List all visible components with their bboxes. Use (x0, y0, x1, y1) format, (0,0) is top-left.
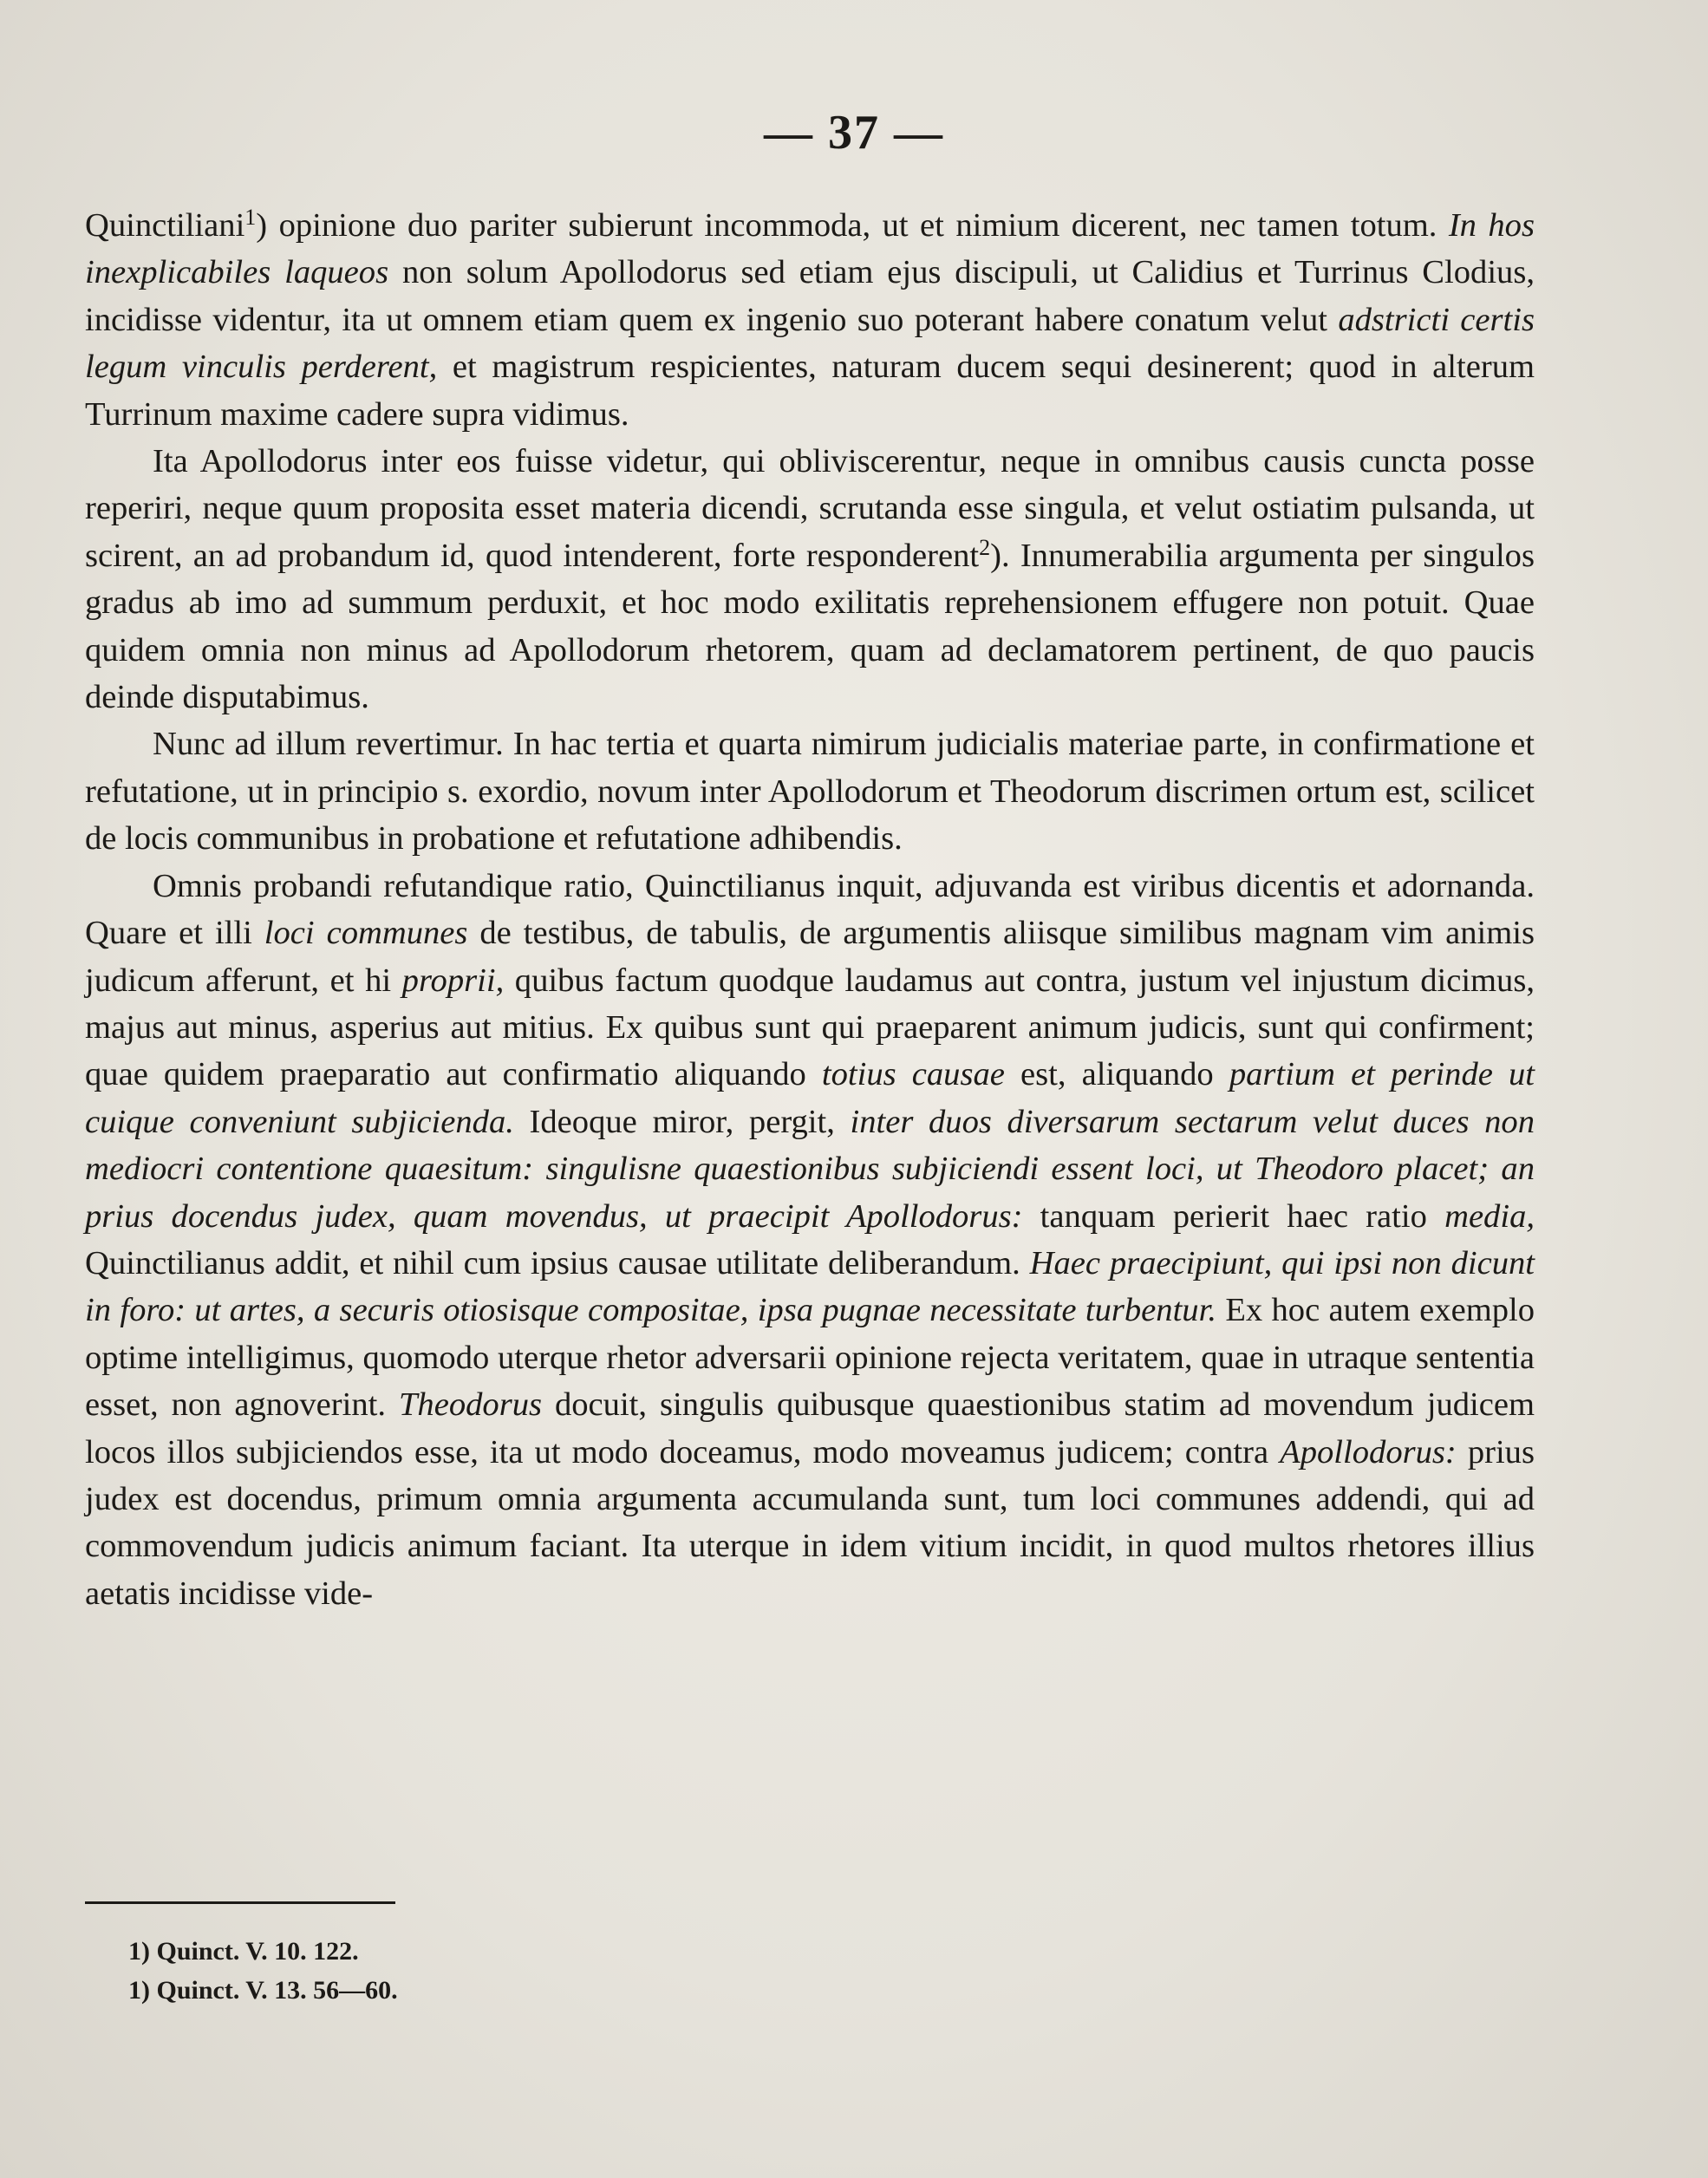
italic-phrase: totius causae (821, 1056, 1005, 1093)
italic-phrase: proprii, (401, 962, 505, 999)
text-run: Omnis probandi refutandique ratio, Quinctilianus inquit, adjuvanda est viribus dicentis et adornanda. Quare et illi (85, 867, 1535, 952)
italic-phrase: loci communes (264, 915, 468, 952)
italic-quotation: Haec praecipiunt, qui ipsi non dicunt in foro: ut artes, a securis otiosisque compositae, ipsa pugnae necessitate turbentur. (85, 1244, 1535, 1329)
italic-phrase: Apollodorus: (1280, 1433, 1457, 1470)
footnotes (128, 1932, 398, 2010)
main-text (85, 202, 1535, 1617)
text-run: Quinctilianus addit, et nihil cum ipsius causae utilitate deliberandum. (85, 1244, 1030, 1281)
italic-phrase: adstricti certis legum vinculis perderent, (85, 301, 1535, 386)
text-run: ). Innumerabilia argumenta per singulos gradus ab imo ad summum perduxit, et hoc modo exilitatis reprehensionem effugere non potuit. Quae quidem omnia non minus ad Apollodorum rhetorem, quam ad declamatorem pertinent, de quo paucis deinde disputabimus. (85, 537, 1535, 716)
text-run: Nunc ad illum revertimur. In hac tertia et quarta nimirum judicialis materiae parte, in confirmatione et refutatione, ut in principio s. exordio, novum inter Apollodorum et Theodorum discrimen ortum est, scilicet de locis communibus in probatione et refutatione adhibendis. (85, 726, 1535, 858)
text-run: Ita Apollodorus inter eos fuisse videtur, qui obliviscerentur, neque in omnibus causis cuncta posse reperiri, neque quum proposita esset materia dicendi, scrutanda esse singula, et velut ostiatim pulsanda, ut scirent, an ad probandum id, quod intenderent, forte responderent (85, 443, 1535, 574)
footnote-marker: 1 (244, 205, 257, 230)
text-run: quibus factum quodque laudamus aut contra, justum vel injustum dicimus, majus aut minus, asperius aut mitius. Ex quibus sunt qui praeparent animum judicis, sunt qui confirment; quae quidem praeparatio aut confirmatio aliquando (85, 962, 1535, 1093)
footnote-marker: 2 (979, 534, 991, 560)
text-run: Ideoque miror, pergit, (513, 1103, 851, 1140)
italic-phrase: media, (1444, 1197, 1535, 1235)
italic-phrase: partium et perinde ut cuique conveniunt subjicienda. (85, 1056, 1535, 1140)
text-run: Quinctiliani (85, 207, 245, 244)
text-run: prius judex est docendus, primum omnia argumenta accumulanda sunt, tum loci communes addendi, qui ad commovendum judicis animum faciant. Ita uterque in idem vitium incidit, in quod multos rhetores illius aetatis incidisse vide- (85, 1433, 1535, 1612)
text-run: docuit, singulis quibusque quaestionibus statim ad movendum judicem locos illos subjiciendos esse, ita ut modo doceamus, modo moveamus judicem; contra (85, 1386, 1535, 1470)
paragraph-3 (85, 721, 1535, 862)
paragraph-2 (85, 438, 1535, 721)
text-run: de testibus, de tabulis, de argumentis aliisque similibus magnam vim animis judicum afferunt, et hi (85, 915, 1535, 999)
text-run: et magistrum respicientes, naturam ducem sequi desinerent; quod in alterum Turrinum maxime cadere supra vidimus. (85, 349, 1535, 433)
italic-phrase: In hos inexplicabiles laqueos (85, 207, 1535, 291)
paragraph-4 (85, 863, 1535, 1618)
paragraph-1 (85, 202, 1535, 438)
text-run: non solum Apollodorus sed etiam ejus discipuli, ut Calidius et Turrinus Clodius, incidisse videntur, ita ut omnem etiam quem ex ingenio suo poterant habere conatum velut (85, 254, 1535, 338)
footnote-2: 1) Quinct. V. 13. 56—60. (128, 1976, 398, 2005)
text-run: ) opinione duo pariter subierunt incommoda, ut et nimium dicerent, nec tamen totum. (256, 207, 1449, 244)
text-run: est, aliquando (1004, 1056, 1229, 1093)
footnote-rule (85, 1901, 395, 1904)
text-run: Ex hoc autem exemplo optime intelligimus, quomodo uterque rhetor adversarii opinione rejecta veritatem, quae in utraque sententia esset, non agnoverint. (85, 1292, 1535, 1424)
footnote-1: 1) Quinct. V. 10. 122. (128, 1937, 359, 1966)
italic-quotation: inter duos diversarum sectarum velut duces non mediocri contentione quaesitum: singulisne quaestionibus subjiciendi essent loci, ut Theodoro placet; an prius docendus judex, quam movendus, ut praecipit Apollodorus: (85, 1103, 1535, 1235)
page-number: — 37 — (764, 106, 944, 160)
text-run: tanquam perierit haec ratio (1022, 1197, 1445, 1235)
italic-phrase: Theodorus (398, 1386, 543, 1424)
